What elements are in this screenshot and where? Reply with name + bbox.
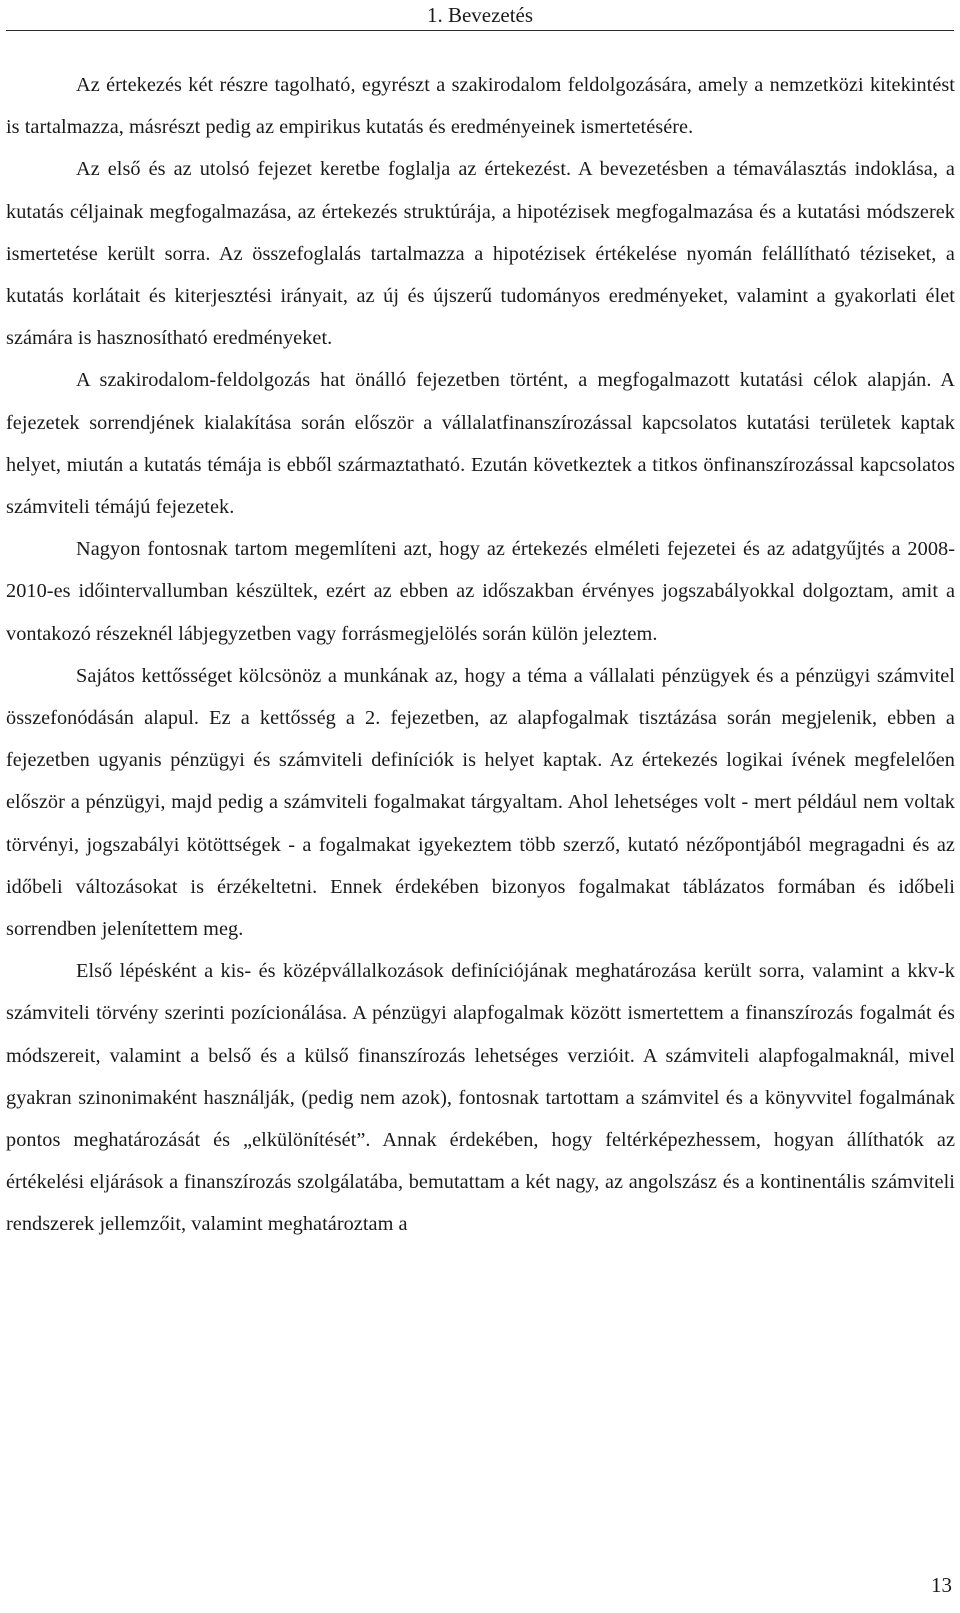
paragraph-5: Sajátos kettősséget kölcsönöz a munkának az, hogy a téma a vállalati pénzügyek és a pénzügyi számvitel összefonódásán alapul. Ez a kettősség a 2. fejezetben, az alapfogalmak tisztázása során megjelenik, ebben a fejezetben ugyanis pénzügyi és számviteli definíciók is helyet kaptak. Az értekezés logikai ívének megfelelően először a pénzügyi, majd pedig a számviteli fogalmakat tárgyaltam. Ahol lehetséges volt - mert például nem voltak törvényi, jogszabályi kötöttségek - a fogalmakat igyekeztem több szerző, kutató nézőpontjából megragadni és az időbeli változásokat is érzékeltetni. Ennek érdekében bizonyos fogalmakat táblázatos formában és időbeli sorrendben jelenítettem meg.	[6, 664, 955, 941]
body-text	[6, 64, 955, 1246]
chapter-header: 1. Bevezetés	[426, 3, 534, 27]
header-divider	[6, 30, 954, 31]
paragraph-6: Első lépésként a kis- és középvállalkozások definíciójának meghatározása került sorra, valamint a kkv-k számviteli törvény szerinti pozícionálása. A pénzügyi alapfogalmak között ismertettem a finanszírozás fogalmát és módszereit, valamint a belső és a külső finanszírozás lehetséges verzióit. A számviteli alapfogalmaknál, mivel gyakran szinonimaként használják, (pedig nem azok), fontosnak tartottam a számvitel és a könyvvitel fogalmának pontos meghatározását és „elkülönítését”. Annak érdekében, hogy feltérképezhessem, hogyan állíthatók az értékelési eljárások a finanszírozás szolgálatába, bemutattam a két nagy, az angolszász és a kontinentális számviteli rendszerek jellemzőit, valamint meghatároztam a	[6, 960, 955, 1236]
page-number: 13	[931, 1573, 952, 1597]
paragraph-4: Nagyon fontosnak tartom megemlíteni azt, hogy az értekezés elméleti fejezetei és az adatgyűjtés a 2008-2010-es időintervallumban készültek, ezért az ebben az időszakban érvényes jogszabályokkal dolgoztam, amit a vontakozó részeknél lábjegyzetben vagy forrásmegjelölés során külön jeleztem.	[6, 538, 955, 645]
paragraph-3: A szakirodalom-feldolgozás hat önálló fejezetben történt, a megfogalmazott kutatási célok alapján. A fejezetek sorrendjének kialakítása során először a vállalatfinanszírozással kapcsolatos kutatási területek kaptak helyet, miután a kutatás témája is ebből származtatható. Ezután következtek a titkos önfinanszírozással kapcsolatos számviteli témájú fejezetek.	[6, 369, 955, 519]
paragraph-1: Az értekezés két részre tagolható, egyrészt a szakirodalom feldolgozására, amely a nemzetközi kitekintést is tartalmazza, másrészt pedig az empirikus kutatás és eredményeinek ismertetésére.	[6, 74, 955, 139]
paragraph-2: Az első és az utolsó fejezet keretbe foglalja az értekezést. A bevezetésben a témaválasztás indoklása, a kutatás céljainak megfogalmazása, az értekezés struktúrája, a hipotézisek megfogalmazása és a kutatási módszerek ismertetése került sorra. Az összefoglalás tartalmazza a hipotézisek értékelése nyomán felállítható téziseket, a kutatás korlátait és kiterjesztési irányait, az új és újszerű tudományos eredményeket, valamint a gyakorlati élet számára is hasznosítható eredményeket.	[6, 158, 955, 350]
